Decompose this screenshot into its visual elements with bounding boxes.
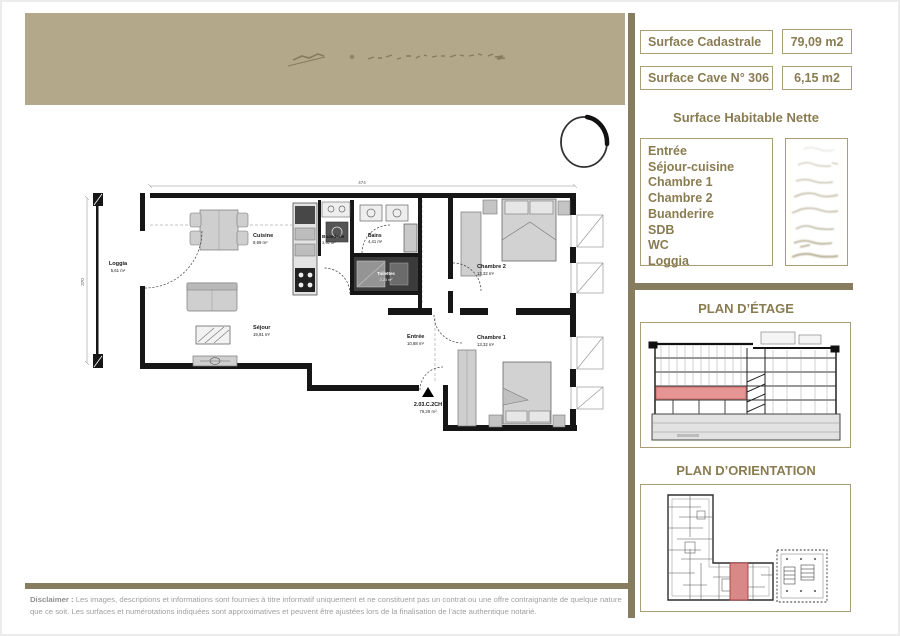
unit-area: 79,28 m² <box>419 409 437 414</box>
dimension-top: 474 <box>358 180 366 185</box>
bains-label: Bains <box>368 233 382 239</box>
surface-cadastrale-value: 79,09 m2 <box>790 34 844 49</box>
site-plan-drawing <box>643 487 848 609</box>
kitchen-counter <box>293 202 350 295</box>
buanderie-area: 3,92 m² <box>322 240 336 245</box>
surface-cave-value-box <box>782 66 852 90</box>
surface-cadastrale-box <box>640 30 773 54</box>
room-list-item: Séjour-cuisine <box>648 159 735 174</box>
disclaimer <box>30 594 626 617</box>
surface-cadastrale-label: Surface Cadastrale <box>648 35 762 49</box>
toilettes-label: Toilettes <box>377 271 395 276</box>
room-list-item: Chambre 1 <box>648 175 713 190</box>
sejour-area: 19,81 m² <box>253 332 270 337</box>
chambre2-label: Chambre 2 <box>477 264 506 270</box>
apartment-floor-plan <box>80 178 615 440</box>
plan-etage-title: PLAN D’ÉTAGE <box>698 301 794 316</box>
section-divider-bar <box>628 283 853 290</box>
sejour-label: Séjour <box>253 325 271 331</box>
toilettes-area: 2,23 m² <box>379 278 393 282</box>
vertical-divider <box>628 13 635 618</box>
footer-divider-bar <box>25 583 628 589</box>
unit-ref: 2.03.C.2CH <box>413 402 443 408</box>
entree-label: Entrée <box>407 334 425 340</box>
surface-cave-box <box>640 66 773 90</box>
room-values-faded-box <box>785 138 848 266</box>
bathroom-fixtures <box>360 205 417 252</box>
highlighted-unit <box>730 563 748 600</box>
unit-marker <box>414 387 442 414</box>
bedroom1-furniture <box>458 350 565 427</box>
plan-etage-box <box>640 322 851 448</box>
loggia-label: Loggia <box>108 261 128 267</box>
washing-machine <box>326 222 348 242</box>
living-room-furniture <box>187 210 248 366</box>
room-list-item: Entrée <box>648 144 687 158</box>
disclaimer-text: Les images, descriptions et informations sont fournies à titre informatif uniquement et ne constituent pas un contrat ou une offre contraignante de quelque nature que ce soit. Les surfaces et numérotations indiquées sont approximatives et peuvent être ajustées lors de la finalisation de l'acte authentique notarié. <box>30 595 622 616</box>
room-list <box>640 138 773 266</box>
disclaimer-prefix: Disclaimer : <box>30 595 74 604</box>
cuisine-label: Cuisine <box>253 233 274 239</box>
habitable-title: Surface Habitable Nette <box>673 110 819 125</box>
ink-ring-mark <box>552 108 616 172</box>
illegible-values-marks <box>786 139 847 265</box>
bains-area: 4,41 m² <box>368 239 383 244</box>
surface-cave-label: Surface Cave N° 306 <box>648 71 770 85</box>
faded-logo-marks <box>25 13 625 105</box>
surface-cave-value: 6,15 m2 <box>794 71 840 85</box>
chambre1-label: Chambre 1 <box>477 335 506 341</box>
chambre1-area: 13,32 m² <box>477 342 494 347</box>
chambre2-area: 13,32 m² <box>477 271 494 276</box>
entree-area: 10,88 m² <box>407 341 424 346</box>
room-list-item: Chambre 2 <box>648 191 713 206</box>
header-banner <box>25 13 625 105</box>
plan-orientation-box <box>640 484 851 612</box>
room-list-item: Loggia <box>648 253 689 268</box>
room-list-item: SDB <box>648 222 675 237</box>
plan-orientation-title: PLAN D’ORIENTATION <box>676 463 816 478</box>
dimension-left: 370 <box>80 278 85 286</box>
surface-cadastrale-value-box <box>782 29 852 54</box>
room-list-item: Buanderire <box>648 206 714 221</box>
building-section-drawing <box>643 326 848 444</box>
loggia-area: 5,61 m² <box>110 268 126 273</box>
room-list-item: WC <box>648 238 669 253</box>
highlighted-floor-band <box>656 387 746 399</box>
buanderie-label: Buanderie <box>322 234 345 239</box>
cuisine-area: 9,69 m² <box>253 240 268 245</box>
